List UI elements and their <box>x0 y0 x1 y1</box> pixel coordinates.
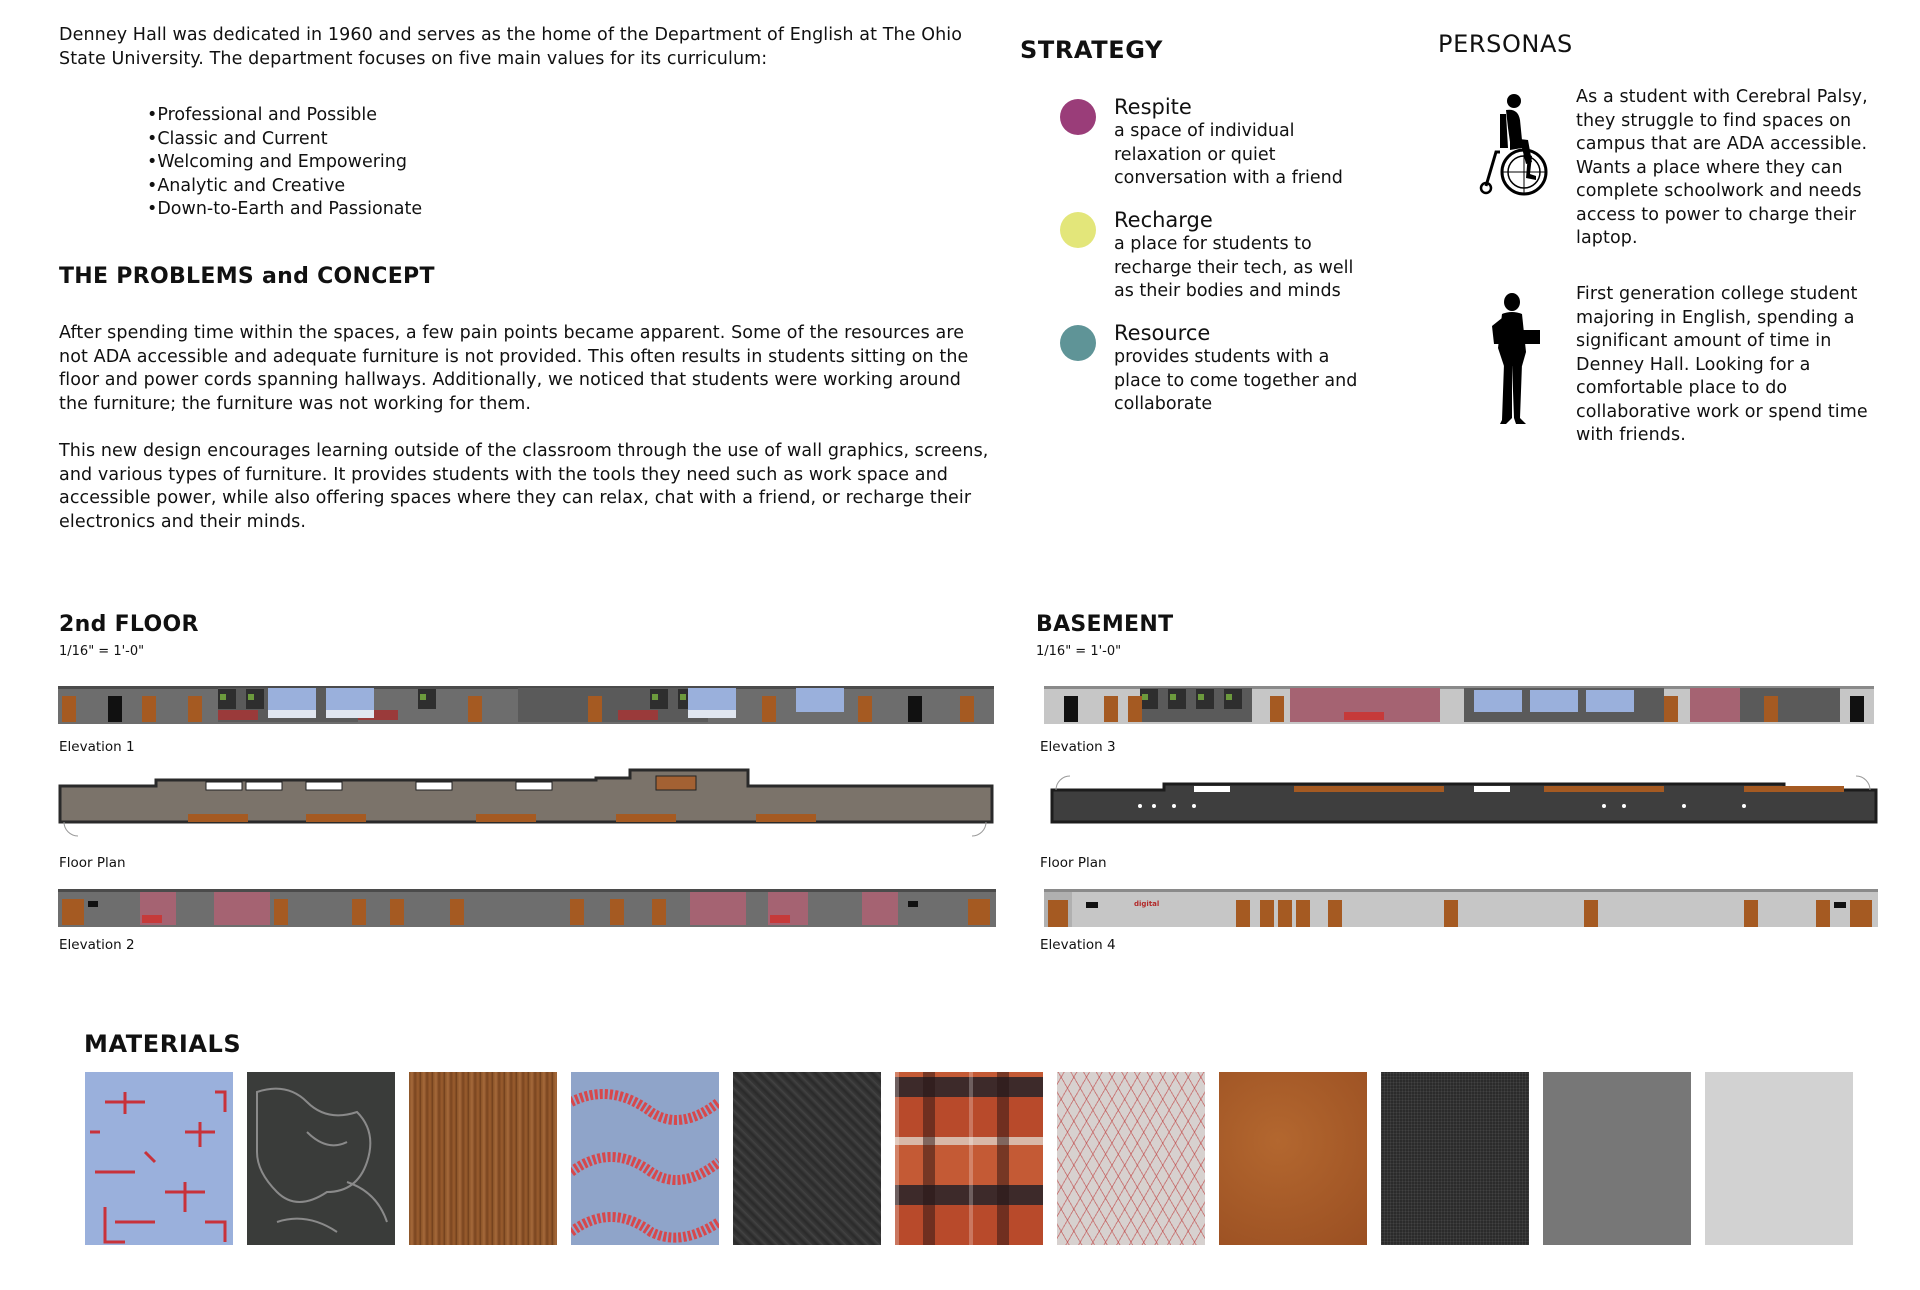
recharge-dot <box>1060 212 1096 248</box>
concept-paragraph: This new design encourages learning outside of the classroom through the use of wall graphics, screens, and various types of furniture. It provides students with the tools they need such as work space and accessible power, while also offering spaces where they can relax, chat with a friend, or recharge their electronics and their minds. <box>59 441 989 532</box>
strategy-description: provides students with a place to come together and collaborate <box>1114 347 1358 414</box>
floor-plan-caption: Floor Plan <box>1040 855 1107 871</box>
digital-signage-label: digital <box>1134 900 1160 908</box>
strategy-heading: STRATEGY <box>1020 36 1163 64</box>
value-item: • Down-to-Earth and Passionate <box>147 198 422 222</box>
swatch-pattern <box>247 1072 395 1245</box>
elevation-3-caption: Elevation 3 <box>1040 739 1116 755</box>
strategy-item-recharge <box>1114 207 1374 304</box>
materials-heading: MATERIALS <box>84 1030 242 1058</box>
strategy-description: a space of individual relaxation or quiet conversation with a friend <box>1114 121 1343 188</box>
second-floor-plan-drawing <box>56 762 996 842</box>
basement-plan-drawing <box>1044 762 1884 842</box>
standing-student-icon <box>1480 292 1550 432</box>
value-item: • Classic and Current <box>147 128 422 152</box>
basement-heading: BASEMENT <box>1036 612 1174 637</box>
elevation-4-doors <box>1044 892 1878 927</box>
material-swatch-charcoal-carpet <box>247 1072 395 1245</box>
elevation-4-drawing <box>1044 889 1878 927</box>
second-floor-heading: 2nd FLOOR <box>59 612 199 637</box>
value-item: • Welcoming and Empowering <box>147 151 422 175</box>
respite-dot <box>1060 99 1096 135</box>
material-swatch-medium-gray <box>1543 1072 1691 1245</box>
material-swatch-black-tweed <box>1381 1072 1529 1245</box>
resource-dot <box>1060 325 1096 361</box>
value-item: • Professional and Possible <box>147 104 422 128</box>
elevation-2-caption: Elevation 2 <box>59 937 135 953</box>
strategy-title: Resource <box>1114 321 1211 345</box>
persona-text: As a student with Cerebral Palsy, they struggle to find spaces on campus that are ADA accessible. Wants a place where they can complete schoolwork and needs access to power to charge their laptop. <box>1576 87 1868 248</box>
problems-paragraph: After spending time within the spaces, a few pain points became apparent. Some of the resources are not ADA accessible and adequate furniture is not provided. This often results in students sitting on the floor and power cords spanning hallways. Additionally, we noticed that students were working around the furniture; the furniture was not working for them. <box>59 323 969 414</box>
material-swatch-wood <box>409 1072 557 1245</box>
material-swatch-leather <box>1219 1072 1367 1245</box>
elevation-2-drawing <box>58 889 996 927</box>
strategy-title: Recharge <box>1114 208 1213 232</box>
material-swatch-blue-red-graphic <box>85 1072 233 1245</box>
elevation-4-caption: Elevation 4 <box>1040 937 1116 953</box>
swatch-pattern <box>85 1072 233 1245</box>
material-swatch-red-plaid <box>895 1072 1043 1245</box>
basement-scale: 1/16" = 1'-0" <box>1036 644 1122 659</box>
elevation-1-drawing <box>58 686 994 724</box>
personas-heading: PERSONAS <box>1438 30 1573 58</box>
values-list <box>147 104 422 222</box>
elevation-1-caption: Elevation 1 <box>59 739 135 755</box>
wheelchair-user-icon <box>1470 92 1550 202</box>
persona-text: First generation college student majoring in English, spending a significant amount of time in Denney Hall. Looking for a comfortable place to do collaborative work or spend time with friends. <box>1576 284 1868 445</box>
value-item: • Analytic and Creative <box>147 175 422 199</box>
material-swatch-gray-red-weave <box>1057 1072 1205 1245</box>
material-swatch-feather-print <box>571 1072 719 1245</box>
strategy-title: Respite <box>1114 95 1192 119</box>
intro-paragraph: Denney Hall was dedicated in 1960 and serves as the home of the Department of English at The Ohio State University. The department focuses on five main values for its curriculum: <box>59 25 963 69</box>
elevation-3-drawing <box>1044 686 1874 724</box>
strategy-description: a place for students to recharge their tech, as well as their bodies and minds <box>1114 234 1354 301</box>
swatch-pattern <box>571 1072 719 1245</box>
second-floor-scale: 1/16" = 1'-0" <box>59 644 145 659</box>
floor-plan-caption: Floor Plan <box>59 855 126 871</box>
material-swatch-dark-texture <box>733 1072 881 1245</box>
problems-heading: THE PROBLEMS and CONCEPT <box>59 264 435 289</box>
strategy-item-resource <box>1114 320 1374 417</box>
strategy-item-respite <box>1114 94 1374 191</box>
material-swatch-light-gray <box>1705 1072 1853 1245</box>
